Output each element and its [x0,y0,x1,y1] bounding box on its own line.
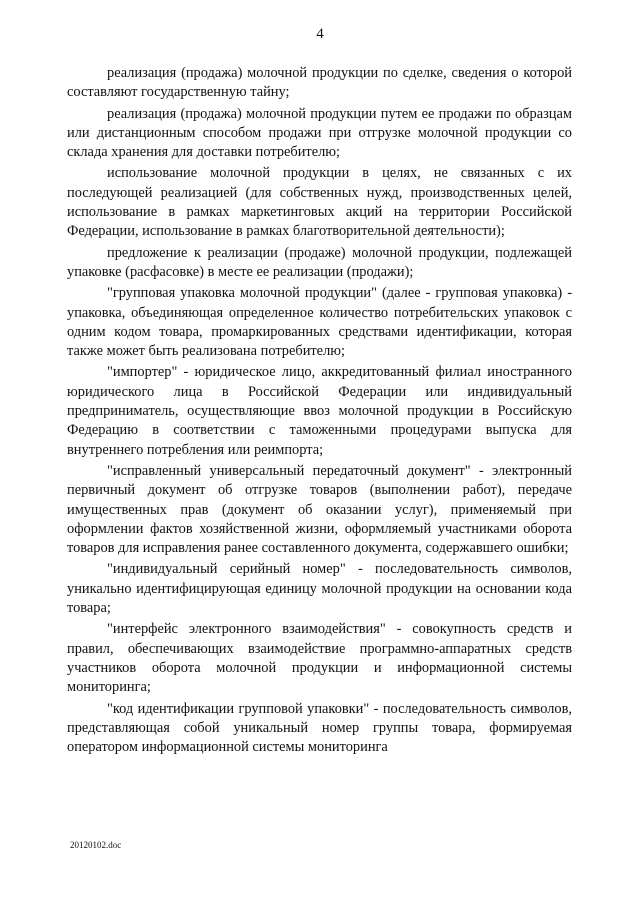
document-file-code: 20120102.doc [70,840,122,850]
paragraph: "групповая упаковка молочной продукции" (далее - групповая упаковка) - упаковка, объединяющая определенное количество потребительских упаковок с одним кодом товара, промаркированных средствами идентификации, которая также может быть реализована потребителю; [67,285,572,360]
paragraph: использование молочной продукции в целях, не связанных с их последующей реализацией (для собственных нужд, производственных целей, использование в рамках маркетинговых акций на территории Российской Федерации, использование в рамках благотворительной деятельности); [67,165,572,240]
page-number: 4 [316,26,324,42]
paragraph: "индивидуальный серийный номер" - последовательность символов, уникально идентифицирующая единицу молочной продукции на основании кода товара; [67,561,572,617]
paragraph: "исправленный универсальный передаточный документ" - электронный первичный документ об отгрузке товаров (выполнении работ), передаче имущественных прав (документ об оказании услуг), применяемый при оформлении фактов хозяйственной жизни, оформляемый участниками оборота товаров для исправления ранее составленного документа, содержавшего ошибки; [67,462,572,557]
paragraph: "код идентификации групповой упаковки" - последовательность символов, представляющая собой уникальный номер группы товара, формируемая оператором информационной системы мониторинга [67,700,572,756]
paragraph: предложение к реализации (продаже) молочной продукции, подлежащей упаковке (расфасовке) в месте ее реализации (продажи); [67,244,572,280]
paragraph: реализация (продажа) молочной продукции путем ее продажи по образцам или дистанционным способом продажи при отгрузке молочной продукции со склада хранения для доставки потребителю; [67,105,572,161]
paragraph: реализация (продажа) молочной продукции по сделке, сведения о которой составляют государственную тайну; [67,65,572,101]
paragraph: "интерфейс электронного взаимодействия" - совокупность средств и правил, обеспечивающих взаимодействие программно-аппаратных средств участников оборота молочной продукции и информационной системы мониторинга; [67,621,572,696]
document-body [67,64,572,759]
paragraph: "импортер" - юридическое лицо, аккредитованный филиал иностранного юридического лица в Российской Федерации или индивидуальный предприниматель, осуществляющие ввоз молочной продукции в Российскую Федерацию в соответствии с таможенными процедурами выпуска для внутреннего потребления или реимпорта; [67,364,572,458]
